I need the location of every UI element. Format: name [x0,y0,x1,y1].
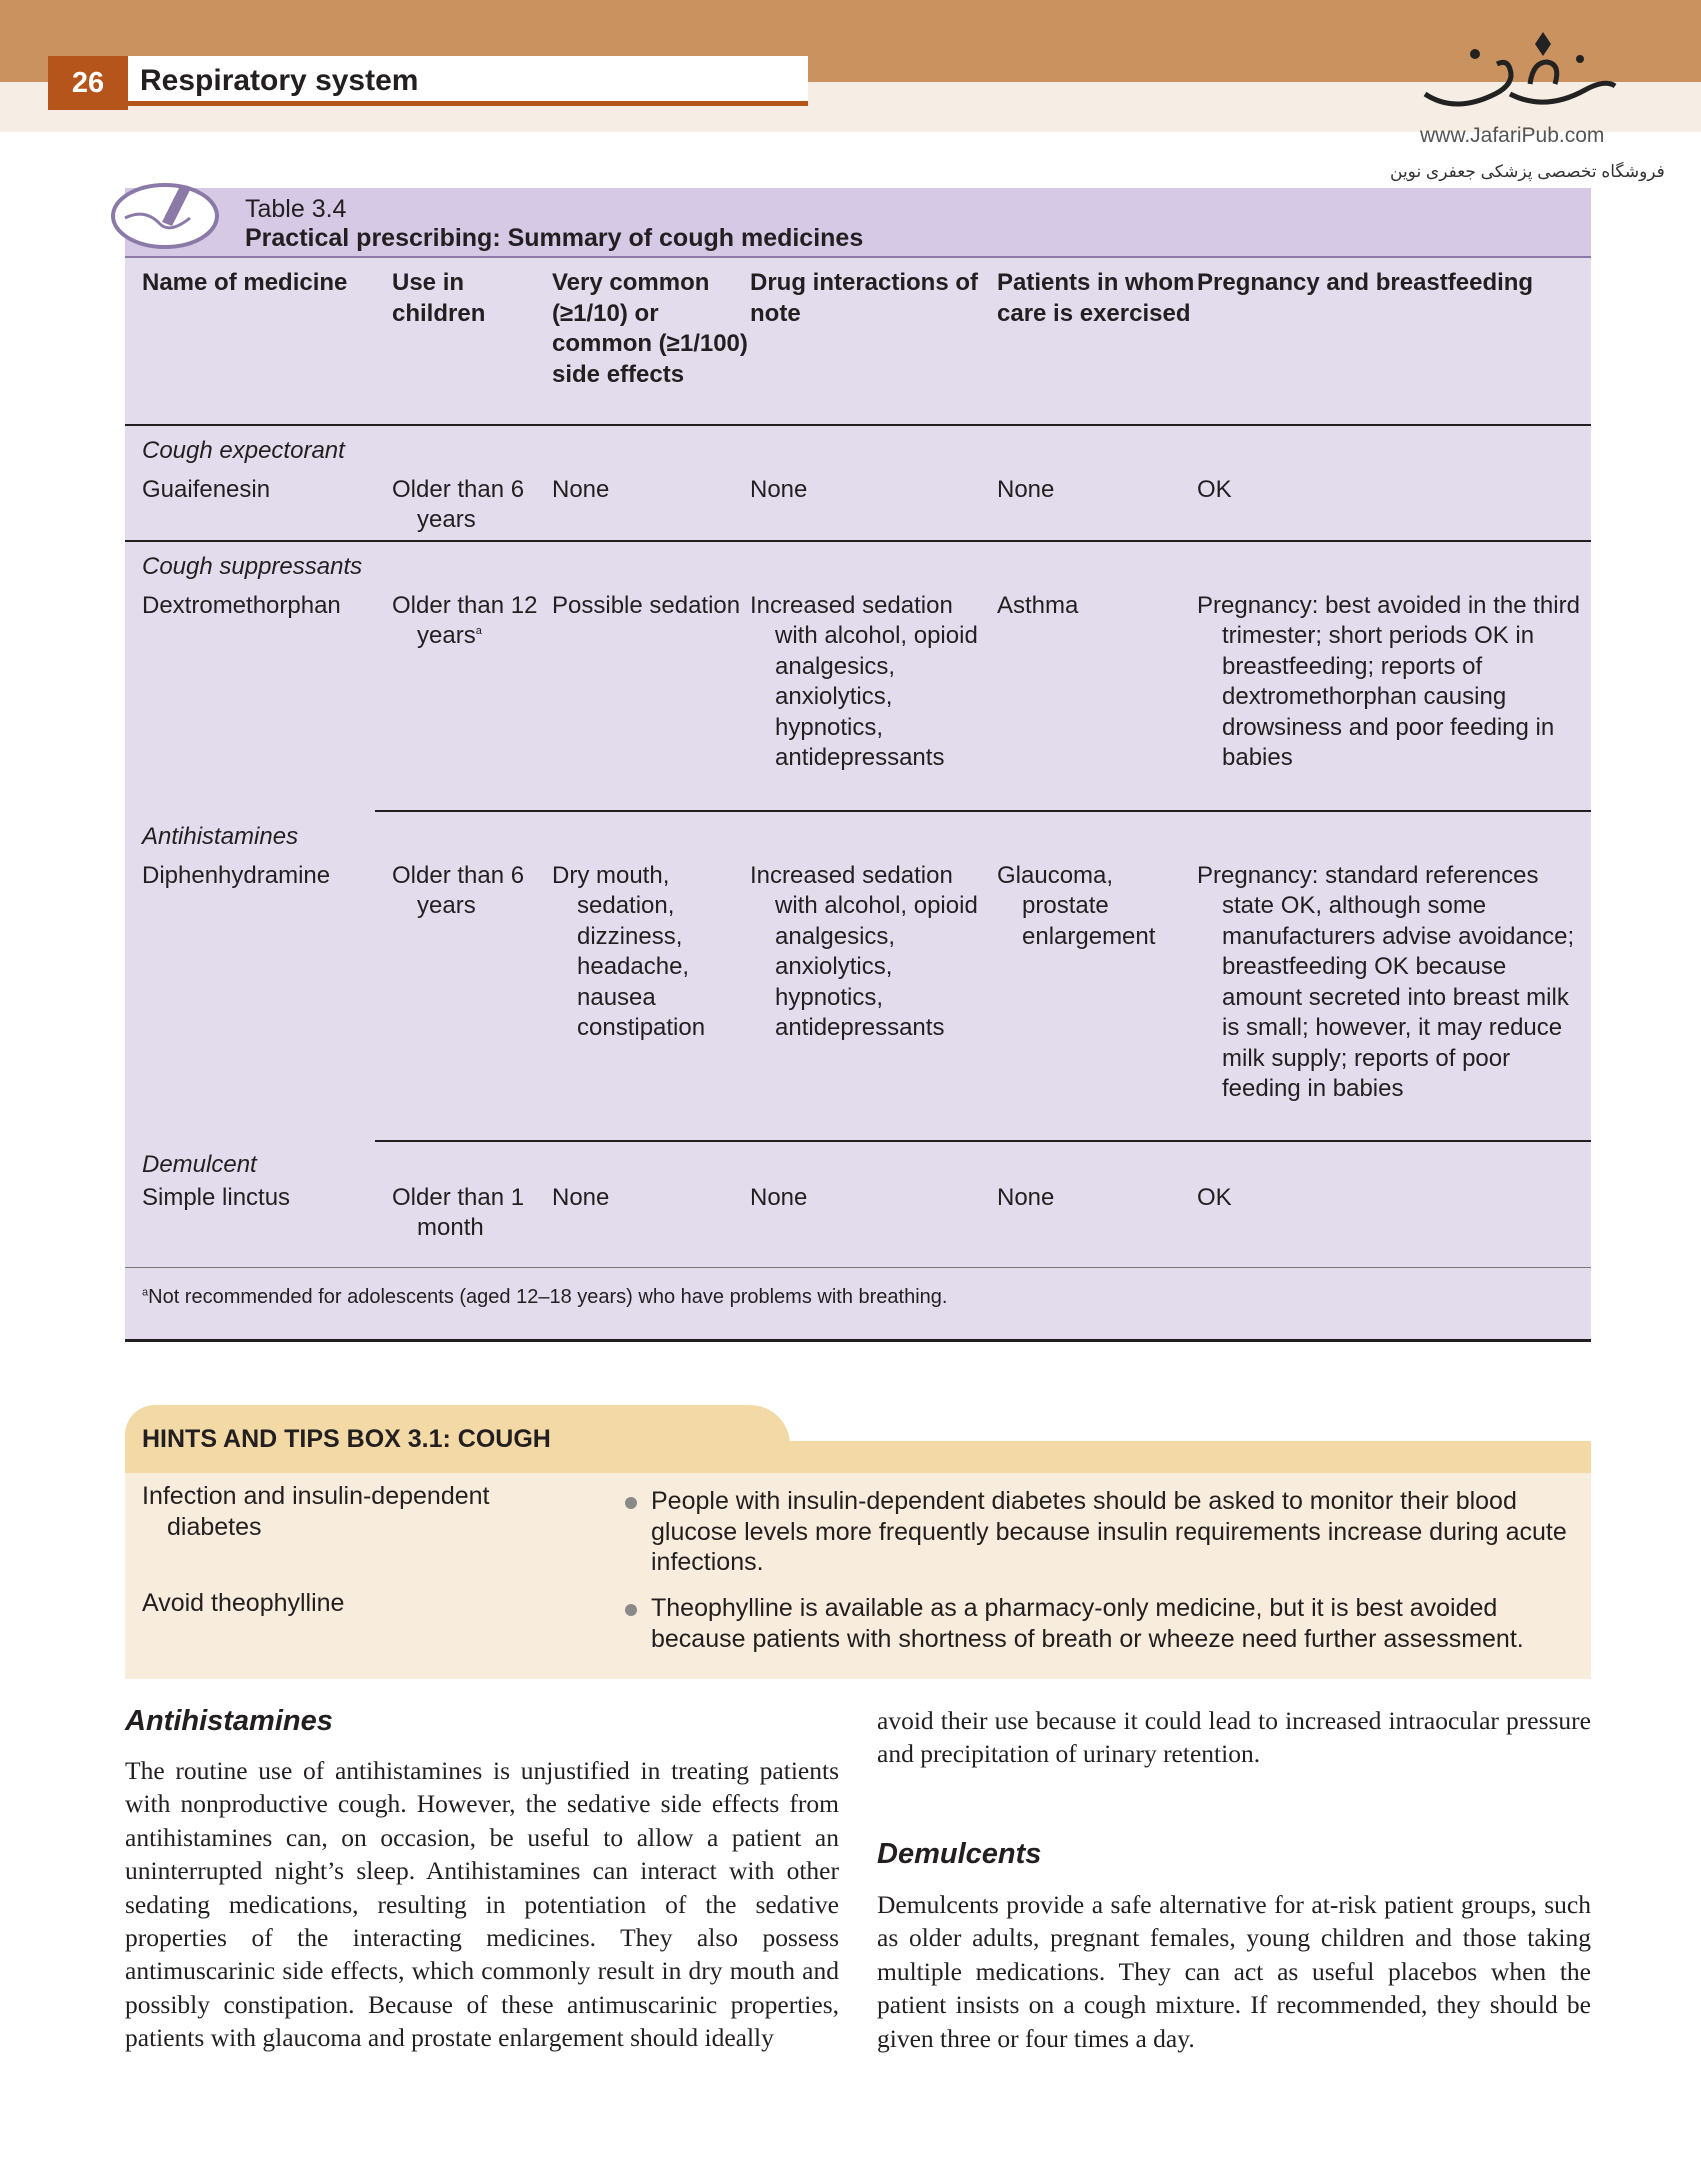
drug-interactions: Increased sedation with alcohol, opioid analgesics, anxiolytics, hypnotics, antidepressants [750,591,978,771]
hint-label: Infection and insulin-dependent diabetes [142,1482,490,1541]
table-row [125,475,1591,536]
table-footnote: $^a$Not recommended for adolescents (aged 12–18 years) who have problems with breathing. [125,1268,1591,1342]
column-header: Drug interactions of note [750,269,979,327]
care-patients: None [997,475,1055,503]
table-header [125,188,1591,258]
side-effects: None [552,1183,610,1211]
table-number: Table 3.4 [245,195,347,223]
medicine-name: Dextromethorphan [142,591,341,619]
footnote-marker: a [475,625,482,637]
column-header: Pregnancy and breastfeeding [1197,269,1534,296]
side-effects: None [552,475,610,503]
drug-interactions: None [750,1183,808,1211]
page-number: 26 [48,56,128,110]
hint-label: Avoid theophylline [142,1589,345,1617]
publisher-url: www.JafariPub.com [1420,124,1605,147]
section-heading-demulcents: Demulcents [877,1838,1042,1870]
bullet-icon [625,1604,637,1616]
antihistamines-paragraph-continued: avoid their use because it could lead to increased intraocular pressure and precipitation of urinary retention. [877,1706,1591,1769]
publisher-logo [1415,24,1625,124]
side-effects: Possible sedation [552,591,741,619]
column-headers [125,258,1591,426]
column-header: Patients in whom care is exercised [997,269,1195,327]
table-row [125,1183,1591,1244]
prescription-pen-icon [110,178,220,250]
use-in-children: Older than 12 years$^a$ [392,591,538,649]
use-in-children: Older than 6 years [392,861,525,919]
use-in-children: Older than 6 years [392,475,525,533]
hints-title: HINTS AND TIPS BOX 3.1: COUGH [142,1425,551,1453]
category-label: Cough expectorant [142,437,345,464]
pregnancy-breastfeeding: Pregnancy: standard references state OK, although some manufacturers advise avoidance; breastfeeding OK because amount secreted into breast milk is small; however, it may reduce milk supply; reports of poor feeding in babies [1197,861,1575,1102]
column-header: Use in children [392,269,486,327]
table-row [125,861,1591,1105]
care-patients: Asthma [997,591,1079,619]
table-group [125,542,1591,812]
care-patients: None [997,1183,1055,1211]
table-group [125,812,1591,1142]
category-label: Antihistamines [142,823,299,850]
use-in-children: Older than 1 month [392,1183,525,1241]
pregnancy-breastfeeding: OK [1197,1183,1232,1211]
table-title: Practical prescribing: Summary of cough medicines [245,224,864,252]
table-group [125,1142,1591,1268]
care-patients: Glaucoma, prostate enlargement [997,861,1156,950]
side-effects: Dry mouth, sedation, dizziness, headache, nausea constipation [552,861,706,1041]
section-heading-antihistamines: Antihistamines [125,1705,333,1737]
demulcents-paragraph: Demulcents provide a safe alternative for at-risk patient groups, such as older adults, pregnant females, young children and those taking multiple medications. They can act as useful placebos when the patient insists on a cough mixture. If recommended, they should be given three or four times a day. [877,1890,1591,2053]
antihistamines-paragraph: The routine use of antihistamines is unjustified in treating patients with nonproductive cough. However, the sedative side effects from antihistamines can, on occasion, be useful to allow a patient an uninterrupted night’s sleep. Antihistamines can interact with other sedating medications, resulting in potentiation of the sedative properties of the interacting medicines. They also possess antimuscarinic side effects, which commonly result in dry mouth and possibly constipation. Because of these antimuscarinic properties, patients with glaucoma and prostate enlargement should ideally [125,1756,839,2053]
category-label: Cough suppressants [142,553,363,580]
bullet-icon [625,1497,637,1509]
chapter-title: Respiratory system [140,64,419,97]
row-divider [125,1267,1591,1268]
cough-medicines-table [125,188,1591,1342]
category-label: Demulcent [142,1151,257,1178]
table-row [125,591,1591,774]
publisher-store: فروشگاه تخصصی پزشکی جعفری نوین [1390,162,1665,181]
medicine-name: Diphenhydramine [142,861,331,889]
hints-body [125,1473,1591,1679]
medicine-name: Guaifenesin [142,475,271,503]
chapter-header [128,56,808,106]
footnote-marker: a [142,1286,149,1299]
column-header: Very common (≥1/10) or common (≥1/100) side effects [552,269,748,388]
drug-interactions: Increased sedation with alcohol, opioid analgesics, anxiolytics, hypnotics, antidepressants [750,861,978,1041]
column-header: Name of medicine [142,269,348,296]
drug-interactions: None [750,475,808,503]
hint-text: Theophylline is available as a pharmacy-only medicine, but it is best avoided because patients with shortness of breath or wheeze need further assessment. [625,1593,1585,1654]
pregnancy-breastfeeding: OK [1197,475,1232,503]
hint-text: People with insulin-dependent diabetes should be asked to monitor their blood glucose levels more frequently because insulin requirements increase during acute infections. [625,1486,1585,1578]
medicine-name: Simple linctus [142,1183,291,1211]
pregnancy-breastfeeding: Pregnancy: best avoided in the third trimester; short periods OK in breastfeeding; reports of dextromethorphan causing drowsiness and poor feeding in babies [1197,591,1580,771]
table-group [125,426,1591,542]
